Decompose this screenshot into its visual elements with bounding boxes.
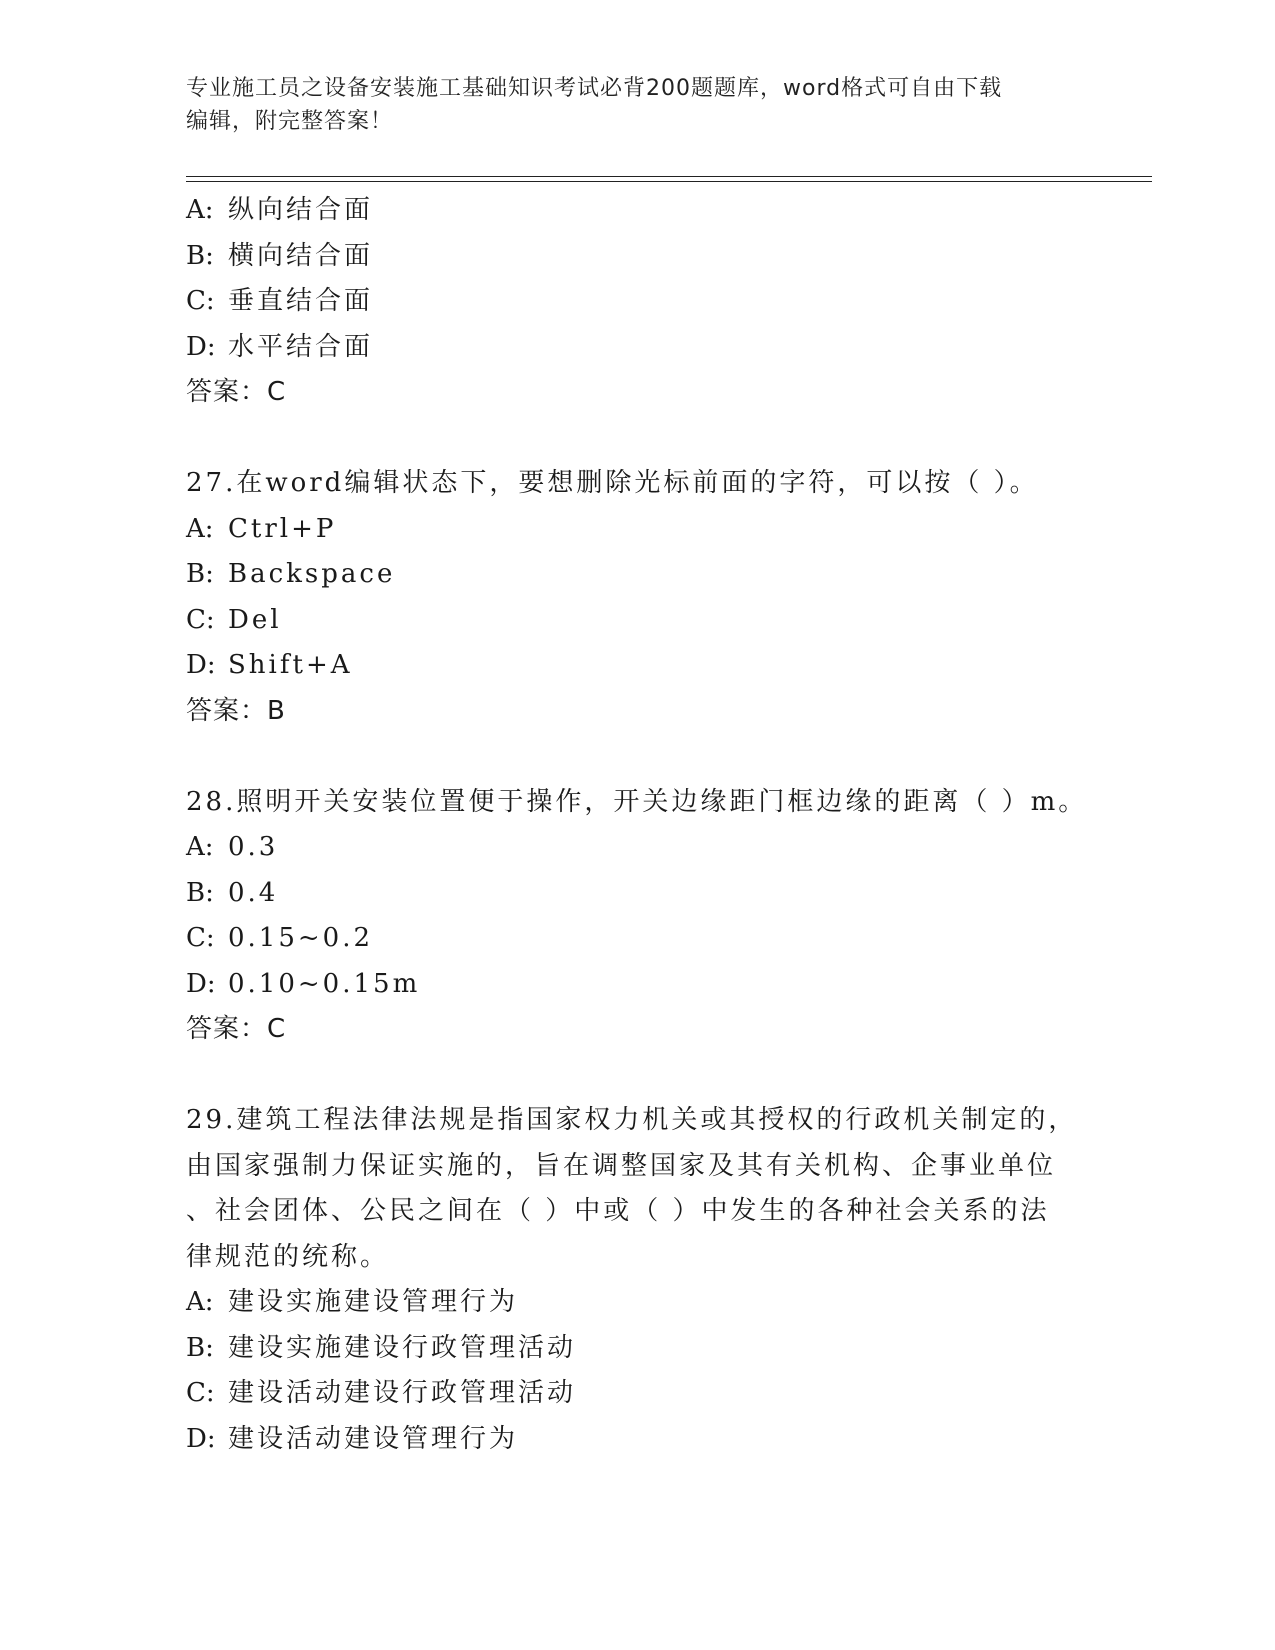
- option-b: [186, 234, 1086, 280]
- option-letter: C:: [186, 923, 215, 953]
- header-divider-top: [186, 176, 1152, 177]
- option-c: [186, 598, 1086, 644]
- answer-line: 答案：C: [186, 1014, 287, 1044]
- option-d: [186, 962, 1086, 1008]
- option-letter: B:: [186, 877, 214, 908]
- header-title-line-2: 编辑，附完整答案！: [186, 109, 394, 134]
- question-text-line-1: 29.建筑工程法律法规是指国家权力机关或其授权的行政机关制定的，: [186, 1105, 1078, 1135]
- option-c: [186, 279, 1086, 325]
- option-text: 建设活动建设行政管理活动: [228, 1378, 577, 1408]
- option-text: Ctrl+P: [228, 513, 337, 544]
- option-letter: B:: [186, 559, 214, 589]
- option-text: Del: [228, 604, 282, 635]
- option-a: [186, 188, 1086, 234]
- option-text: 建设活动建设管理行为: [228, 1423, 519, 1454]
- option-letter: C:: [186, 286, 215, 316]
- option-b: [186, 552, 1086, 598]
- question-text-line-4: 律规范的统称。: [186, 1241, 390, 1272]
- option-c: [186, 1371, 1086, 1417]
- option-letter: A:: [186, 513, 214, 544]
- option-text: 建设实施建设行政管理活动: [228, 1332, 577, 1363]
- option-text: 建设实施建设管理行为: [228, 1287, 519, 1317]
- option-letter: A:: [186, 195, 214, 225]
- option-text: Backspace: [228, 559, 396, 589]
- option-text: 纵向结合面: [228, 195, 374, 225]
- question-28: [186, 780, 1086, 1053]
- option-letter: D:: [186, 650, 216, 680]
- question-text-line-2: 由国家强制力保证实施的，旨在调整国家及其有关机构、企事业单位: [186, 1150, 1057, 1181]
- question-26: [186, 188, 1086, 416]
- option-d: [186, 1417, 1086, 1463]
- option-c: [186, 916, 1086, 962]
- question-29: [186, 1098, 1086, 1462]
- spacer: [186, 416, 1086, 462]
- spacer: [186, 1053, 1086, 1099]
- option-b: [186, 1326, 1086, 1372]
- spacer: [186, 734, 1086, 780]
- question-text: 28.照明开关安装位置便于操作，开关边缘距门框边缘的距离（ ）m。: [186, 786, 1088, 817]
- option-b: [186, 871, 1086, 917]
- option-text: 水平结合面: [228, 331, 374, 362]
- option-text: 横向结合面: [228, 240, 374, 271]
- option-text: 0.4: [228, 877, 279, 908]
- option-text: 0.3: [228, 832, 279, 862]
- option-text: 垂直结合面: [228, 286, 374, 316]
- answer-line: 答案：B: [186, 695, 286, 726]
- option-letter: D:: [186, 968, 216, 999]
- option-letter: A:: [186, 832, 214, 862]
- option-a: [186, 507, 1086, 553]
- document-header: [186, 72, 1066, 138]
- option-d: [186, 643, 1086, 689]
- question-27: [186, 461, 1086, 734]
- answer-line: 答案：C: [186, 377, 287, 407]
- option-letter: B:: [186, 240, 214, 271]
- question-text-line-3: 、社会团体、公民之间在（ ）中或（ ）中发生的各种社会关系的法: [186, 1196, 1050, 1226]
- option-letter: C:: [186, 1378, 215, 1408]
- question-content: [186, 188, 1086, 1462]
- option-text: 0.15~0.2: [228, 923, 374, 953]
- option-letter: B:: [186, 1332, 214, 1363]
- option-letter: A:: [186, 1287, 214, 1317]
- option-letter: C:: [186, 604, 215, 635]
- header-title-line-1: 专业施工员之设备安装施工基础知识考试必背200题题库，word格式可自由下载: [186, 76, 1003, 101]
- option-letter: D:: [186, 1423, 216, 1454]
- option-text: Shift+A: [228, 650, 353, 680]
- header-divider-bottom: [186, 181, 1152, 182]
- option-letter: D:: [186, 331, 216, 362]
- option-a: [186, 1280, 1086, 1326]
- option-text: 0.10~0.15m: [228, 968, 421, 999]
- question-text: 27.在word编辑状态下，要想删除光标前面的字符，可以按（ ）。: [186, 468, 1039, 498]
- option-a: [186, 825, 1086, 871]
- option-d: [186, 325, 1086, 371]
